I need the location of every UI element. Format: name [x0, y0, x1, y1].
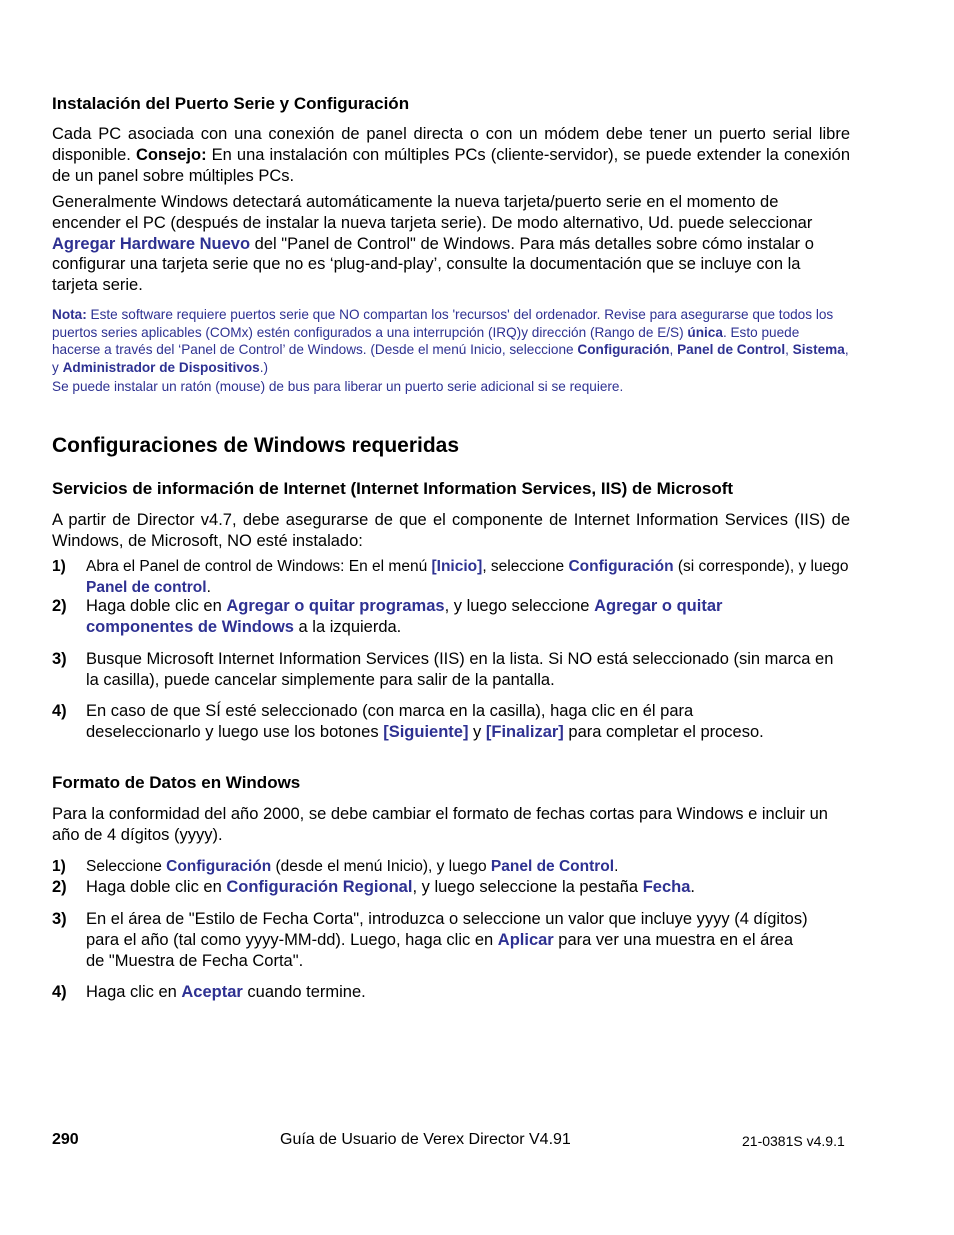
- section-heading-serial-port: Instalación del Puerto Serie y Configuración: [52, 94, 410, 113]
- text-span: a la izquierda.: [293, 617, 402, 636]
- text-bold: única: [687, 324, 723, 340]
- apply-button-link: Aplicar: [497, 930, 554, 949]
- text-span: En el área de "Estilo de Fecha Corta", introduzca o seleccione un valor que incluye yyyy (4 dígitos) para el año (tal como yyyy-MM-dd). Luego, haga clic en: [86, 910, 808, 949]
- text-span: . Esto puede hacerse a través del ‘Panel de Control’ de Windows. (Desde el menú Inicio, seleccione: [52, 324, 800, 358]
- list-item: [52, 701, 850, 743]
- subheading-iis: Servicios de información de Internet (Internet Information Services, IIS) de Microsoft: [52, 479, 734, 498]
- paragraph-date-intro: Para la conformidad del año 2000, se debe cambiar el formato de fechas cortas para Windows e incluir un año de 4 dígitos (yyyy).: [52, 805, 828, 844]
- text-span: En una instalación con múltiples PCs (cliente-servidor), se puede extender la conexión de un panel sobre múltiples PCs.: [52, 145, 850, 185]
- text-span: para ver una muestra en el área de "Muestra de Fecha Corta".: [86, 930, 794, 970]
- text-span: Este software requiere puertos serie que NO compartan los 'recursos' del ordenador. Revise para asegurarse que todos los puertos series aplicables (COMx) estén configurados a una interrupción (IRQ)y dirección (Rango de E/S): [52, 307, 834, 340]
- list-item: [52, 982, 850, 1003]
- settings-link: Configuración: [166, 858, 272, 875]
- step-number: 4): [52, 702, 67, 720]
- step-text: [86, 557, 850, 599]
- text-span: .: [614, 858, 619, 875]
- list-item: [52, 649, 850, 691]
- next-button-link: [Siguiente]: [383, 722, 469, 741]
- settings-link: Configuración: [568, 558, 674, 575]
- list-item: [52, 596, 850, 638]
- text-span: Seleccione: [86, 858, 167, 875]
- document-code: 21-0381S v4.9.1: [742, 1133, 845, 1149]
- text-span: , y: [52, 342, 849, 375]
- tip-label: Consejo:: [135, 145, 207, 164]
- text-span: para completar el proceso.: [563, 722, 764, 741]
- text-span: (si corresponde), y luego: [673, 558, 849, 575]
- list-item: [52, 909, 850, 971]
- step-text: [86, 596, 786, 638]
- regional-settings-link: Configuración Regional: [226, 878, 413, 896]
- text-span: y: [468, 722, 486, 741]
- section-heading-windows-config: Configuraciones de Windows requeridas: [52, 434, 460, 457]
- step-number: 2): [52, 597, 67, 615]
- list-item: [52, 557, 850, 599]
- add-remove-programs-link: Agregar o quitar programas: [226, 597, 445, 615]
- text-span: cuando termine.: [242, 983, 366, 1001]
- paragraph-windows-detect: [52, 192, 827, 296]
- text-span: .): [259, 359, 269, 375]
- note-resources: [52, 306, 850, 376]
- step-text: Busque Microsoft Internet Information Services (IIS) en la lista. Si NO está seleccionado (sin marca en la casilla), puede cancelar simplemente para salir de la pantalla.: [86, 650, 834, 689]
- text-span: , seleccione: [482, 558, 569, 575]
- text-bold: Panel de Control: [677, 342, 786, 358]
- text-bold: Administrador de Dispositivos: [62, 359, 260, 375]
- add-remove-components-link: Agregar o quitar componentes de Windows: [86, 597, 723, 636]
- text-bold: Sistema: [792, 342, 845, 358]
- start-menu-link: [Inicio]: [431, 558, 483, 575]
- accept-button-link: Aceptar: [181, 983, 243, 1001]
- text-span: (desde el menú Inicio), y luego: [271, 858, 491, 875]
- text-span: Abra el Panel de control de Windows: En el menú: [86, 558, 432, 575]
- text-span: ,: [669, 342, 678, 358]
- text-span: Haga doble clic en: [86, 878, 227, 896]
- page-number: 290: [52, 1131, 79, 1148]
- paragraph-serial-requirement: [52, 124, 850, 186]
- add-hardware-link: Agregar Hardware Nuevo: [52, 234, 251, 253]
- text-span: del "Panel de Control" de Windows. Para más detalles sobre cómo instalar o configurar una tarjeta serie que no es ‘plug-and-play’, consulte la documentación que se incluye con la tarjeta serie.: [52, 234, 814, 295]
- step-number: 3): [52, 650, 67, 668]
- text-span: .: [690, 878, 695, 896]
- list-item: [52, 877, 850, 898]
- text-span: Generalmente Windows detectará automáticamente la nueva tarjeta/puerto serie en el momento de encender el PC (después de instalar la nueva tarjeta serie). De modo alternativo, Ud. puede seleccionar: [52, 193, 813, 232]
- note-label: Nota:: [52, 307, 87, 322]
- text-span: Haga clic en: [86, 983, 182, 1001]
- control-panel-link: Panel de control: [86, 578, 207, 596]
- control-panel-link: Panel de Control: [490, 858, 615, 875]
- step-text: [86, 909, 816, 971]
- subheading-date-format: Formato de Datos en Windows: [52, 773, 301, 792]
- text-span: En caso de que SÍ esté seleccionado (con marca en la casilla), haga clic en él para deseleccionarlo y luego use los botones: [86, 702, 694, 741]
- text-span: , y luego seleccione: [444, 597, 595, 615]
- step-number: 3): [52, 910, 67, 928]
- finish-button-link: [Finalizar]: [485, 722, 564, 741]
- step-number: 4): [52, 983, 67, 1001]
- text-span: Cada PC asociada con una conexión de panel directa o con un módem debe tener un puerto serial libre disponible.: [52, 125, 850, 164]
- note-mouse: Se puede instalar un ratón (mouse) de bus para liberar un puerto serie adicional si se requiere.: [52, 379, 624, 394]
- step-number: 1): [52, 858, 66, 875]
- step-number: 2): [52, 878, 67, 896]
- step-text: [86, 877, 850, 898]
- text-span: .: [206, 578, 211, 596]
- date-tab-link: Fecha: [642, 878, 691, 896]
- step-text: [86, 982, 850, 1003]
- paragraph-iis-intro: A partir de Director v4.7, debe asegurarse de que el componente de Internet Information Services (IIS) de Windows, de Microsoft, NO esté instalado:: [52, 511, 850, 550]
- text-bold: Configuración: [577, 342, 670, 358]
- list-item: [52, 857, 850, 878]
- footer-title: Guía de Usuario de Verex Director V4.91: [280, 1131, 571, 1148]
- step-number: 1): [52, 558, 66, 575]
- text-span: Haga doble clic en: [86, 597, 227, 615]
- text-span: , y luego seleccione la pestaña: [412, 878, 643, 896]
- text-span: ,: [785, 342, 793, 358]
- step-text: [86, 701, 766, 743]
- step-text: [86, 857, 850, 878]
